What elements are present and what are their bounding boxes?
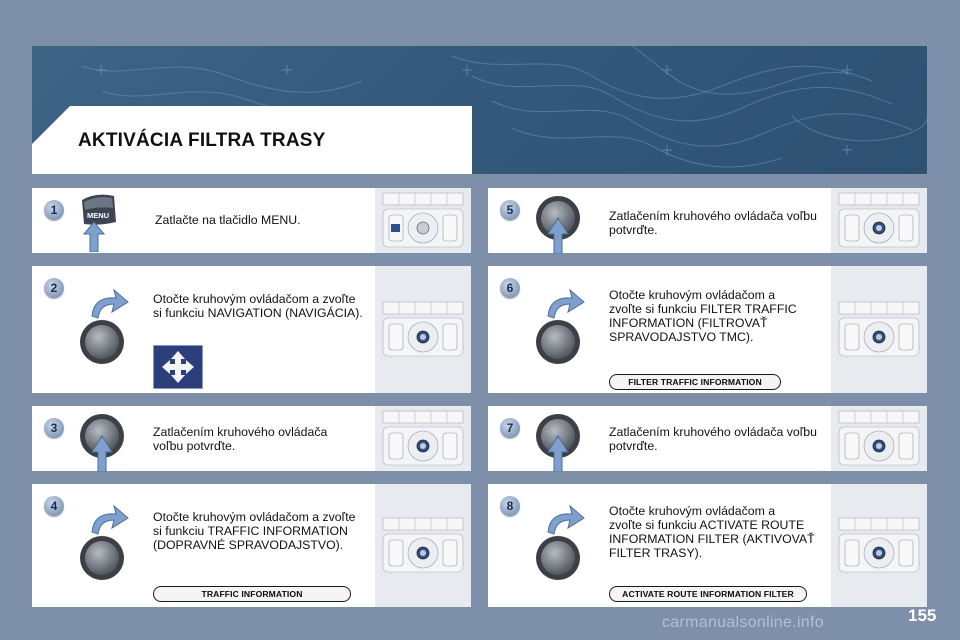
step-1	[32, 188, 471, 253]
control-panel-illustration	[375, 484, 471, 607]
step-6	[488, 266, 927, 393]
rotary-knob-turn-icon	[528, 502, 588, 582]
step-number-badge: 8	[500, 496, 520, 516]
control-panel-illustration	[375, 188, 471, 253]
menu-button-icon	[76, 190, 122, 252]
step-text: Zatlačením kruhového ovládača voľbu potvrďte.	[609, 425, 817, 453]
navigation-arrows-icon	[153, 345, 203, 389]
control-panel-illustration	[375, 266, 471, 393]
console-panel-icon	[837, 516, 921, 576]
page-number: 155	[908, 606, 937, 625]
step-number-badge: 1	[44, 200, 64, 220]
step-number-badge: 4	[44, 496, 64, 516]
page-title: AKTIVÁCIA FILTRA TRASY	[78, 130, 326, 151]
console-panel-icon	[381, 409, 465, 469]
console-panel-icon	[837, 409, 921, 469]
step-text: Zatlačením kruhového ovládača voľbu potvrďte.	[153, 425, 328, 453]
step-text: Otočte kruhovým ovládačom a zvoľte si funkciu FILTER TRAFFIC INFORMATION (FILTROVAŤ SPRAVODAJSTVO TMC).	[609, 288, 797, 344]
rotary-knob-turn-icon	[72, 502, 132, 582]
step-text: Zatlačením kruhového ovládača voľbu potvrďte.	[609, 209, 817, 237]
step-2	[32, 266, 471, 393]
screen-option-label: ACTIVATE ROUTE INFORMATION FILTER	[609, 586, 807, 602]
watermark: carmanualsonline.info	[662, 614, 824, 631]
control-panel-illustration	[831, 188, 927, 253]
control-panel-illustration	[375, 406, 471, 471]
console-panel-icon	[381, 191, 465, 251]
rotary-knob-press-icon	[77, 408, 127, 472]
rotary-knob-press-icon	[533, 408, 583, 472]
control-panel-illustration	[831, 266, 927, 393]
console-panel-icon	[837, 300, 921, 360]
step-number-badge: 5	[500, 200, 520, 220]
step-text: Otočte kruhovým ovládačom a zvoľte si funkciu TRAFFIC INFORMATION (DOPRAVNÉ SPRAVODAJSTVO).	[153, 510, 356, 552]
step-text: Otočte kruhovým ovládačom a zvoľte si funkciu NAVIGATION (NAVIGÁCIA).	[153, 292, 363, 320]
console-panel-icon	[381, 300, 465, 360]
step-number-badge: 6	[500, 278, 520, 298]
step-number-badge: 2	[44, 278, 64, 298]
control-panel-illustration	[831, 406, 927, 471]
step-7	[488, 406, 927, 471]
step-4	[32, 484, 471, 607]
console-panel-icon	[837, 191, 921, 251]
console-panel-icon	[381, 516, 465, 576]
screen-option-label: FILTER TRAFFIC INFORMATION	[609, 374, 781, 390]
menu-button-label: MENU	[86, 211, 110, 220]
step-number-badge: 3	[44, 418, 64, 438]
step-5	[488, 188, 927, 253]
rotary-knob-press-icon	[533, 190, 583, 254]
step-8	[488, 484, 927, 607]
step-number-badge: 7	[500, 418, 520, 438]
step-3	[32, 406, 471, 471]
screen-option-label: TRAFFIC INFORMATION	[153, 586, 351, 602]
control-panel-illustration	[831, 484, 927, 607]
step-text: Otočte kruhovým ovládačom a zvoľte si funkciu ACTIVATE ROUTE INFORMATION FILTER (AKTIVOVAŤ FILTER TRASY).	[609, 504, 815, 560]
rotary-knob-turn-icon	[528, 286, 588, 366]
rotary-knob-turn-icon	[72, 286, 132, 366]
step-text: Zatlačte na tlačidlo MENU.	[155, 213, 301, 227]
